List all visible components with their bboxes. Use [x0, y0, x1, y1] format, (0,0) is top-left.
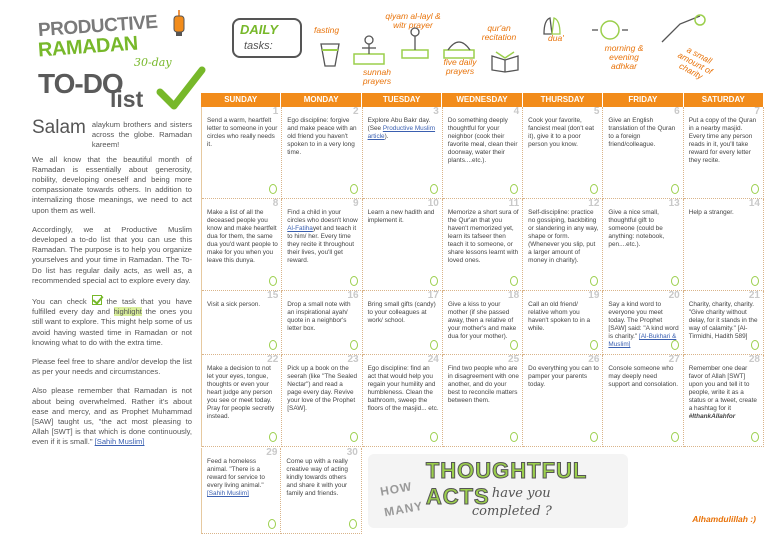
day-number: 10 [427, 199, 439, 209]
task-fasting: fasting [314, 25, 340, 35]
banner-acts: ACTS [425, 484, 490, 509]
completion-circle[interactable] [350, 340, 358, 350]
day-cell[interactable] [603, 107, 683, 199]
day-number: 28 [748, 355, 760, 365]
completion-circle[interactable] [671, 340, 679, 350]
intro-paragraph-5 [32, 386, 192, 447]
day-cell[interactable] [363, 355, 443, 447]
day-cell[interactable] [363, 291, 443, 355]
day-number: 17 [427, 291, 439, 301]
completion-circle[interactable] [510, 432, 518, 442]
task-sunnah-prayers: sunnah prayers [362, 67, 392, 86]
day-cell[interactable] [282, 291, 362, 355]
day-cell[interactable] [523, 199, 603, 291]
day-task-text: Bring small gifts (candy) to your colleagues at work/ school. [367, 301, 436, 324]
big-checkmark-icon [156, 66, 206, 114]
day-wednesday: WEDNESDAY [442, 93, 522, 107]
day-task-text-cont: yet and teach it to him/ her. Every time they recite it throughout their lives, you'll get reward. [287, 225, 357, 264]
day-task-text: Explore Abu Bakr day. (See [367, 117, 431, 132]
day-task-text-cont: ). [384, 133, 389, 140]
brand-30-day: 30-day [134, 56, 172, 69]
day-number: 26 [588, 355, 600, 365]
day-number: 30 [346, 448, 358, 458]
banner-alhamdulillah: Alhamdulillah :) [692, 514, 756, 524]
day-cell[interactable] [523, 107, 603, 199]
day-cell[interactable] [281, 448, 361, 534]
day-task-text: Ego discipline: forgive and make peace with an old friend you haven't spoken to in a very long time. [287, 117, 357, 156]
brand-ramadan: RAMADAN [37, 32, 139, 62]
day-cell[interactable] [202, 199, 282, 291]
intro-paragraph-3 [32, 295, 192, 348]
day-cell[interactable] [282, 107, 362, 199]
reference-link[interactable]: [Sahih Muslim] [207, 490, 249, 497]
completion-circle[interactable] [590, 184, 598, 194]
day-cell[interactable] [202, 291, 282, 355]
day-number: 29 [266, 448, 278, 458]
banner-have-you: have you [491, 486, 551, 501]
day-task-text: Make a list of all the deceased people you know and make heartfelt dua for them, the same dua you'd want people to make for you when you leave this dunya. [207, 209, 278, 264]
completion-circle[interactable] [751, 184, 759, 194]
fasting-icon [318, 40, 342, 68]
completion-circle[interactable] [268, 519, 276, 529]
day-cell[interactable] [282, 355, 362, 447]
completion-circle[interactable] [349, 519, 357, 529]
brand-logo [30, 10, 200, 110]
daily-subtitle: tasks: [244, 40, 273, 52]
intro-paragraph-4: Please feel free to share and/or develop the list as per your needs and circumstances. [32, 357, 192, 377]
day-number: 16 [347, 291, 359, 301]
checkbox-icon [92, 295, 102, 305]
brand-productive: PRODUCTIVE [37, 11, 159, 42]
day-cell[interactable] [443, 355, 523, 447]
task-adhkar: morning & evening adhkar [604, 43, 644, 71]
completion-circle[interactable] [510, 184, 518, 194]
day-tuesday: TUESDAY [362, 93, 442, 107]
charity-hand-icon [660, 12, 710, 46]
calendar-last-row [201, 448, 764, 534]
day-number: 2 [353, 107, 359, 117]
day-task-text: Do everything you can to pamper your parents today. [528, 365, 599, 388]
banner-completed: completed ? [471, 504, 552, 519]
completion-circle[interactable] [350, 432, 358, 442]
day-task-text: Feed a homeless animal. "There is a reward for service to every living animal." [207, 458, 265, 489]
calendar-header [201, 93, 764, 107]
completion-circle[interactable] [269, 432, 277, 442]
day-task-text: Come up with a really creative way of acting kindly towards others and share it with your family and friends. [286, 458, 348, 497]
lantern-icon [170, 10, 188, 40]
p3-part-b: the task that you have fulfilled every day and [32, 297, 192, 317]
day-number: 21 [748, 291, 760, 301]
day-task-text: Charity, charity, charity. "Give charity without delay, for it stands in the way of calamity." [Al-Tirmidhi, Hadith 589] [688, 301, 758, 340]
completion-circle[interactable] [671, 432, 679, 442]
calendar [201, 93, 764, 447]
completion-circle[interactable] [510, 276, 518, 286]
day-number: 22 [267, 355, 279, 365]
day-task-text: Send a warm, heartfelt letter to someone in your circles who really needs it. [207, 117, 278, 148]
day-number: 20 [668, 291, 680, 301]
day-cell[interactable] [523, 291, 603, 355]
day-number: 23 [347, 355, 359, 365]
day-task-text: Memorize a short sura of the Qur'an that you haven't memorized yet, learn its tafseer then teach it to someone, or share lessons learnt with loved ones. [447, 209, 519, 264]
day-number: 14 [748, 199, 760, 209]
day-number: 7 [754, 107, 760, 117]
day-task-text: Give an English translation of the Quran to a foreign friend/colleague. [608, 117, 676, 148]
completion-circle[interactable] [350, 276, 358, 286]
task-dua: dua' [548, 33, 564, 43]
qiyam-icon [400, 26, 430, 60]
banner-how: HOW [378, 479, 414, 499]
salam-heading: Salam [32, 117, 86, 138]
task-qiyam: qiyam al-layl & witr prayer [385, 11, 441, 30]
day-task-text: Visit a sick person. [207, 301, 261, 308]
day-cell[interactable] [684, 355, 764, 447]
day-thursday: THURSDAY [523, 93, 603, 107]
day-task-text: Make a decision to not let your eyes, tongue, thoughts or even your heart judge any person you see or meet today. Pray for people secretly instead. [207, 365, 275, 420]
day-task-text: Ego discipline: find an act that would help you regain your humility and humbleness. Clean the bathroom, sweep the floors of the masjid... etc. [367, 365, 439, 412]
day-task-text: Give a kiss to your mother (if she passed away, then a relative of your mother's and make dua for your mother). [447, 301, 517, 340]
banner-thoughtful: THOUGHTFUL [425, 458, 588, 483]
day-number: 3 [433, 107, 439, 117]
dua-hands-icon [540, 14, 564, 38]
day-task-text: Cook your favorite, fanciest meal (don't eat it), give it to a poor person you know. [528, 117, 595, 148]
completion-circle[interactable] [430, 184, 438, 194]
task-five-prayers: five daily prayers [443, 57, 477, 76]
day-cell[interactable] [443, 107, 523, 199]
completion-circle[interactable] [269, 340, 277, 350]
day-number: 4 [513, 107, 520, 117]
calendar-grid [201, 107, 764, 447]
task-charity: a small amount of charity [676, 44, 715, 82]
day-task-text: Help a stranger. [688, 209, 734, 216]
day-cell[interactable] [282, 199, 362, 291]
daily-tasks-label [232, 18, 302, 58]
day-number: 13 [668, 199, 680, 209]
p3-part-a: You can check [32, 297, 87, 307]
day-number: 25 [508, 355, 520, 365]
day-task-text: Learn a new hadith and implement it. [367, 209, 435, 224]
completion-circle[interactable] [751, 432, 759, 442]
day-cell[interactable] [684, 291, 764, 355]
completion-circle[interactable] [751, 276, 759, 286]
day-number: 8 [272, 199, 279, 209]
day-cell[interactable] [684, 199, 764, 291]
day-cell[interactable] [202, 107, 282, 199]
reference-link[interactable]: Al-Fatiha [287, 225, 313, 232]
day-task-text: Console someone who may deeply need support and consolation. [608, 365, 679, 388]
task-quran: qur'an recitation [481, 23, 517, 42]
day-number: 12 [588, 199, 600, 209]
day-number: 11 [508, 199, 520, 209]
day-cell[interactable] [603, 199, 683, 291]
day-task-text: Find two people who are in disagreement with one another, and do your best to reconcile matters between them. [447, 365, 519, 404]
hashtag: #IthankAllahfor [688, 413, 736, 420]
day-task-text: Call an old friend/ relative whom you haven't spoken to in a while. [528, 301, 591, 332]
completion-circle[interactable] [510, 340, 518, 350]
day-task-text: Drop a small note with an inspirational ayah/ quote in a neighbor's letter box. [287, 301, 351, 332]
adhkar-icon [590, 16, 630, 42]
completion-circle[interactable] [269, 184, 277, 194]
day-number: 24 [427, 355, 439, 365]
intro-paragraph-2: Accordingly, we at Productive Muslim developed a to-do list that you can use this Ramadan. The purpose is to help you organize yourselves and your time in Ramadan. The To-Do list has regular daily acts, as well as, a recommended special act to explore every day. [32, 224, 192, 285]
day-cell[interactable] [684, 107, 764, 199]
day-friday: FRIDAY [603, 93, 683, 107]
daily-title: DAILY [240, 22, 279, 37]
day-monday: MONDAY [281, 93, 361, 107]
completion-circle[interactable] [751, 340, 759, 350]
day-cell[interactable] [523, 355, 603, 447]
salam-rest: alaykum brothers and sisters across the globe. Ramadan kareem! [91, 120, 192, 150]
day-cell[interactable] [202, 355, 282, 447]
completion-circle[interactable] [269, 276, 277, 286]
completion-circle[interactable] [671, 276, 679, 286]
intro-paragraph-1: We all know that the beautiful month of Ramadan is essentially about generosity, nobility, developing oneself and being more compassionate towards others. In addition to internalizing those meanings, we need to act upon them as well. [32, 154, 192, 215]
greeting [32, 118, 192, 151]
reference-link[interactable]: Productive Muslim article [367, 125, 436, 140]
day-number: 5 [593, 107, 600, 117]
day-number: 9 [353, 199, 359, 209]
intro-text [32, 118, 192, 457]
sunnah-prayer-icon [352, 34, 386, 68]
day-number: 19 [588, 291, 600, 301]
brand-todo: TO-DO [38, 68, 123, 99]
day-task-text: Put a copy of the Quran in a nearby masjid. Every time any person reads in it, you'll take reward for every letter they recite. [688, 117, 757, 164]
p3-part-c: the ones you still want to explore. This might help some of us avoid having wasted time in Ramadan or not knowing what to do with the extra time. [32, 307, 192, 347]
day-task-text: Say a kind word to everyone you meet today. The Prophet [SAW] said: "A kind word is charity." [608, 301, 679, 340]
completion-circle[interactable] [671, 184, 679, 194]
completion-circle[interactable] [430, 340, 438, 350]
banner-many: MANY [382, 498, 425, 520]
day-number: 27 [668, 355, 680, 365]
day-saturday: SATURDAY [684, 93, 764, 107]
day-task-text: Find a child in your circles who doesn't know [287, 209, 358, 224]
completion-circle[interactable] [590, 340, 598, 350]
day-task-text: Pick up a book on the seerah (like "The Sealed Nectar") and read a page every day. Revive your love of the Prophet [SAW]. [287, 365, 358, 412]
day-task-text: Remember one dear favor of Allah [SWT] upon you and tell it to people, write it as a status or a tweet, create a hashtag for it [688, 365, 757, 412]
day-cell[interactable] [603, 355, 683, 447]
day-number: 18 [508, 291, 520, 301]
highlight-word: highlight [113, 307, 142, 317]
quran-book-icon [490, 48, 520, 74]
day-cell[interactable] [201, 448, 281, 534]
thoughtful-acts-banner [362, 448, 764, 534]
day-cell[interactable] [363, 199, 443, 291]
completion-circle[interactable] [430, 432, 438, 442]
p5-text: Also please remember that Ramadan is not about being overwhelmed. Rather it's about ease and mercy, and as Prophet Muhammad [SAW] taught us, "the act most pleasing to Allah [SWT] is that which is done continuously, even if it is small." [32, 386, 192, 447]
completion-circle[interactable] [430, 276, 438, 286]
day-number: 15 [267, 291, 279, 301]
day-sunday: SUNDAY [201, 93, 281, 107]
brand-list: list [110, 86, 144, 112]
day-number: 1 [272, 107, 279, 117]
day-task-text: Give a nice small, thoughtful gift to someone (could be anything: notebook, pen....etc.). [608, 209, 665, 248]
completion-circle[interactable] [590, 432, 598, 442]
day-cell[interactable] [443, 199, 523, 291]
sahih-muslim-link[interactable]: [Sahih Muslim] [94, 437, 145, 447]
day-task-text: Do something deeply thoughtful for your neighbor (cook their favorite meal, clean their doorway, water their plants....etc.). [447, 117, 518, 164]
completion-circle[interactable] [350, 184, 358, 194]
day-cell[interactable] [443, 291, 523, 355]
day-number: 6 [674, 107, 680, 117]
day-task-text: Self-discipline: practice no gossiping, backbiting or slandering in any way, shape or form. (Whenever you slip, put a larger amount of money in charity). [528, 209, 599, 264]
day-cell[interactable] [603, 291, 683, 355]
day-cell[interactable] [363, 107, 443, 199]
completion-circle[interactable] [590, 276, 598, 286]
reference-link[interactable]: [Al-Bukhari & Muslim] [608, 333, 677, 348]
five-prayers-icon [442, 32, 476, 60]
